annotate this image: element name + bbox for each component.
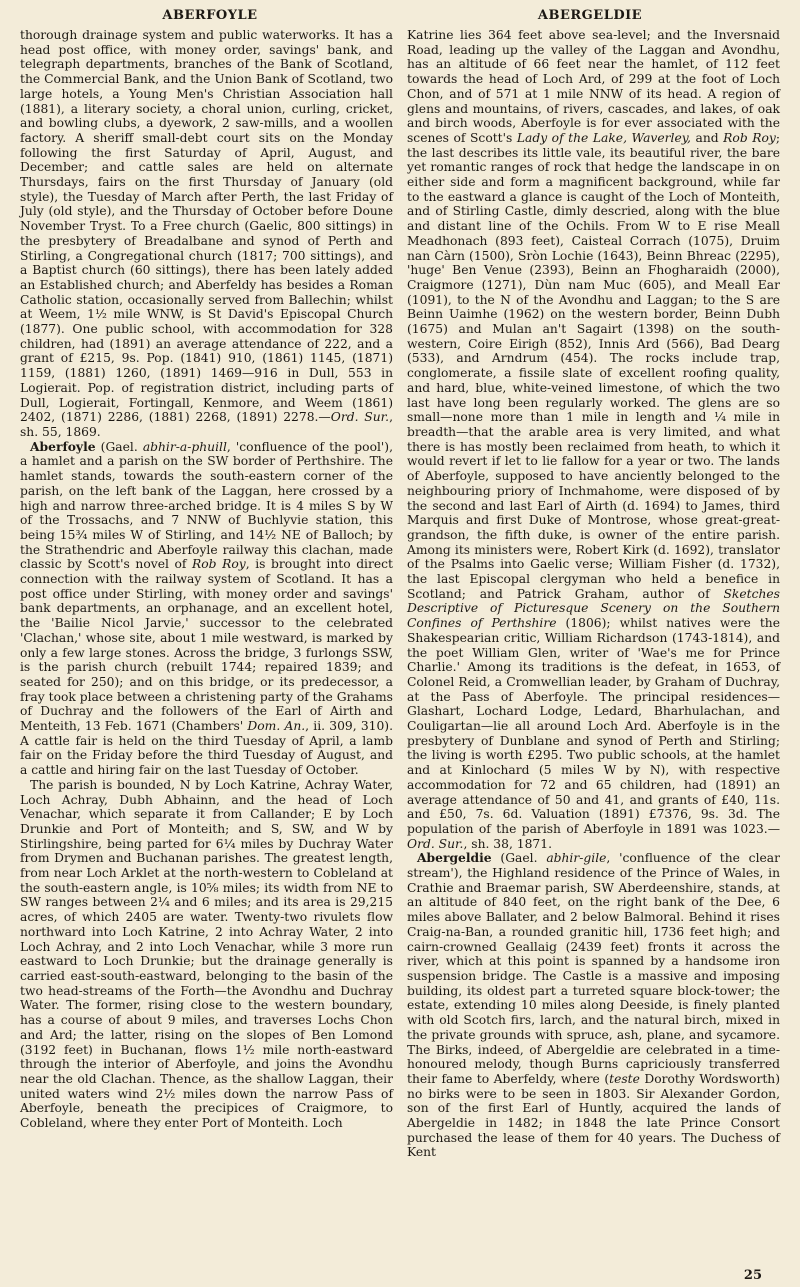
gaelic-etymology: abhir-a-phuill [142,439,227,454]
scott-works: Lady of the Lake, Waverley, [516,130,691,145]
aberfoyle-text: and [690,130,724,145]
ordnance-survey-ref: Ord. Sur. [407,836,464,851]
entry-text: , ii. 309, 310). A cattle fair is held on the third Tuesday of April, a lamb fair on the Friday before the third Tuesday of August, and a cattle and hiring fair on the last Tuesday of October. [20,719,394,778]
novel-title: Rob Roy [192,557,246,572]
running-head-right: ABERGELDIE [537,8,643,23]
entry-text: , 'confluence of the pool'), a hamlet and a parish on the SW border of Perthshire. The hamlet stands, towards the south-eastern corner of the parish, on the left bank of the Laggan, here crossed by a high and narrow three-arched bridge. It is 4 miles S by W of the Trossachs, and 7 NNW of Buchlyvie station, this being 15¾ miles W of Stirling, and 14½ NE of Balloch; by the Strathendric and Aberfoyle railway this clachan, made classic by Scott's novel of [20,439,393,572]
paragraph-aberfoyle-cont [407,28,780,851]
novel-title: Rob Roy [723,130,776,145]
paragraph-aberfeldy-cont [20,28,393,440]
entry-text: , is brought into direct connection with the railway system of Scotland. It has a post office under Stirling, with money order and savings' bank departments, an orphanage, and an excellent hotel, the 'Bailie Nicol Jarvie,' successor to the celebrated 'Clachan,' whose site, about 1 mile westward, is marked by only a few large stones. Across the bridge, 3 furlongs SSW, is the parish church (rebuilt 1744; repaired 1839; and seated for 250); and on this bridge, or its predecessor, a fray took place between a christening party of the Grahams of Duchray and the followers of the Earl of Airth and Menteith, 13 Feb. 1671 (Chambers' [20,557,393,734]
entry-text: (Gael. [491,851,547,866]
text-columns [20,28,780,1160]
entry-title-aberfoyle: Aberfoyle [30,438,96,454]
aberfoyle-text: (1806); whilst natives were the Shakespearian critic, William Richardson (1743-1814), and the poet William Glen, writer of 'Wae's me for Prince Charlie.' Among its traditions is the defeat, in 1653, of Colonel Reid, a Cromwellian leader, by Graham of Duchray, at the Pass of Aberfoyle. The principal residences—Glashart, Lochard Lodge, Ledard, Bharhulachan, and Couligartan—lie all around Loch Ard. Aberfoyle is in the presbytery of Dunblane and synod of Perth and Stirling; the living is worth £295. Two public schools, at the hamlet and at Kinlochard (5 miles W by N), with respective accommodation for 72 and 65 children, had (1891) an average attendance of 50 and 41, and grants of £40, 11s. and £50, 7s. 6d. Valuation (1891) £7376, 9s. 3d. The population of the parish of Aberfoyle in 1891 was 1023.— [407,616,780,836]
aberfeldy-text-end: , sh. 55, 1869. [20,410,393,439]
entry-abergeldie [407,851,780,1160]
aberfoyle-text-end: , sh. 38, 1871. [463,836,552,851]
ordnance-survey-ref: Ord. Sur. [330,410,390,425]
aberfoyle-text: ; the last describes its little vale, its beautiful river, the bare yet romantic ranges of rock that hedge the landscape in on either side and form a magnificent background, while far to the eastward a glance is caught of the Loch of Monteith, and of Stirling Castle, dimly descried, along with the blue and distant line of the Ochils. From W to E rise Meall Meadhonach (893 feet), Caisteal Corrach (1075), Druim nan Càrn (1500), Sròn Lochie (1643), Beinn Bhreac (2295), 'huge' Ben Venue (2393), Beinn an Fhogharaidh (2000), Craigmore (1271), Dùn nam Muc (605), and Meall Ear (1091), to the N of the Avondhu and Laggan; to the S are Beinn Uaimhe (1962) on the western border, Beinn Dubh (1675) and Mulan an't Sagairt (1398) on the south-western, Coire Eirigh (852), Innis Ard (566), Bad Dearg (533), and Arndrum (454). The rocks include trap, conglomerate, a fissile slate of excellent roofing quality, and hard, blue, white-veined limestone, of which the two last have long been regularly worked. The glens are so small—none more than 1 mile in length and ¼ mile in breadth—that the arable area is very limited, and what there is has mostly been reclaimed from heath, to which it would revert if let to lie fallow for a year or two. The lands of Aberfoyle, supposed to have anciently belonged to the neighbouring priory of Inchmahome, were disposed of by the second and last Earl of Airth (d. 1694) to James, third Marquis and first Duke of Montrose, whose great-great-grandson, the fifth duke, is owner of the entire parish. Among its ministers were, Robert Kirk (d. 1692), translator of the Psalms into Gaelic verse; William Fisher (d. 1732), the last Episcopal clergyman who held a benefice in Scotland; and Patrick Graham, author of [407,130,780,601]
entry-aberfoyle [20,440,393,778]
running-head [20,8,780,26]
gaelic-etymology: abhir-gile [546,851,607,866]
entry-title-abergeldie: Abergeldie [417,850,492,866]
running-head-left: ABERFOYLE [162,8,258,23]
entry-text: , 'confluence of the clear stream'), the Highland residence of the Prince of Wales, in Crathie and Braemar parish, SW Aberdeenshire, stands, at an altitude of 840 feet, on the right bank of the Dee, 6 miles above Ballater, and 2 below Balmoral. Behind it rises Craig-na-Ban, a rounded granitic hill, 1736 feet high; and cairn-crowned Geallaig (2439 feet) fronts it across the river, which at this point is spanned by a handsome iron suspension bridge. The Castle is a massive and imposing building, its oldest part a turreted square block-tower; the estate, extending 10 miles along Deeside, is finely planted with old Scotch firs, larch, and the natural birch, mixed in the private grounds with spruce, ash, plane, and sycamore. The Birks, indeed, of Abergeldie are celebrated in a time-honoured melody, though Burns capriciously transferred their fame to Aberfeldy, where ( [407,851,780,1086]
latin-teste: teste [609,1071,640,1086]
right-column [407,28,780,1160]
citation-title: Dom. An. [247,719,306,734]
entry-text: (Gael. [95,439,143,454]
paragraph-parish: The parish is bounded, N by Loch Katrine, Achray Water, Loch Achray, Dubh Abhainn, and the head of Loch Venachar, which separate it from Callander; E by Loch Drunkie and Port of Monteith; and S, SW, and W by Stirlingshire, being parted for 6¼ miles by Duchray Water from Drymen and Buchanan parishes. The greatest length, from near Loch Arklet at the north-western to Cobleland at the south-eastern angle, is 10⅝ miles; its width from NE to SW ranges between 2¼ and 6 miles; and its area is 29,215 acres, of which 2405 are water. Twenty-two rivulets flow northward into Loch Katrine, 2 into Achray Water, 2 into Loch Achray, and 2 into Loch Venachar, while 3 more run eastward to Loch Drunkie; but the drainage generally is carried east-south-eastward, belonging to the basin of the two head-streams of the Forth—the Avondhu and Duchray Water. The former, rising close to the western boundary, has a course of about 9 miles, and traverses Lochs Chon and Ard; the latter, rising on the slopes of Ben Lomond (3192 feet) in Buchanan, flows 1½ mile north-eastward through the interior of Aberfoyle, and joins the Avondhu near the old Clachan. Thence, as the shallow Laggan, their united waters wind 2½ miles down the narrow Pass of Aberfoyle, beneath the precipices of Craigmore, to Cobleland, where they enter Port of Monteith. Loch [20,777,393,1131]
aberfeldy-text: thorough drainage system and public waterworks. It has a head post office, with money order, savings' bank, and telegraph departments, branches of the Bank of Scotland, the Commercial Bank, and the Union Bank of Scotland, two large hotels, a Young Men's Christian Association hall (1881), a literary society, a choral union, curling, cricket, and bowling clubs, a dyework, 2 saw-mills, and a woollen factory. A sheriff small-debt court sits on the Monday following the first Saturday of April, August, and December; and cattle sales are held on alternate Thursdays, fairs on the first Thursday of January (old style), the Tuesday of March after Perth, the last Friday of July (old style), and the Thursday of October before Doune November Tryst. To a Free church (Gaelic, 800 sittings) in the presbytery of Breadalbane and synod of Perth and Stirling, a Congregational church (1817; 700 sittings), and a Baptist church (60 sittings), there has been lately added an Established church; and Aberfeldy has besides a Roman Catholic station, occasionally served from Ballechin; whilst at Weem, 1½ mile WNW, is St David's Episcopal Church (1877). One public school, with accommodation for 328 children, had (1891) an average attendance of 222, and a grant of £215, 9s. Pop. (1841) 910, (1861) 1145, (1871) 1159, (1881) 1260, (1891) 1469—916 in Dull, 553 in Logierait. Pop. of registration district, including parts of Dull, Logierait, Fortingall, Kenmore, and Weem (1861) 2402, (1871) 2286, (1881) 2268, (1891) 2278.— [20,28,393,425]
entry-text: Dorothy Wordsworth) no birks were to be seen in 1803. Sir Alexander Gordon, son of the first Earl of Huntly, acquired the lands of Abergeldie in 1482; in 1848 the late Prince Consort purchased the lease of them for 40 years. The Duchess of Kent [407,1071,780,1160]
page-number: 25 [743,1268,762,1283]
left-column [20,28,393,1160]
book-title: Sketches Descriptive of Picturesque Scenery on the Southern Confines of Perthshire [407,586,780,631]
aberfoyle-text: Katrine lies 364 feet above sea-level; and the Inversnaid Road, leading up the valley of the Laggan and Avondhu, has an altitude of 66 feet near the hamlet, of 112 feet towards the head of Loch Ard, of 299 at the foot of Loch Chon, and of 571 at 1 mile NNW of its head. A region of glens and mountains, of rivers, cascades, and lakes, of oak and birch woods, Aberfoyle is for ever associated with the scenes of Scott's [407,28,780,145]
